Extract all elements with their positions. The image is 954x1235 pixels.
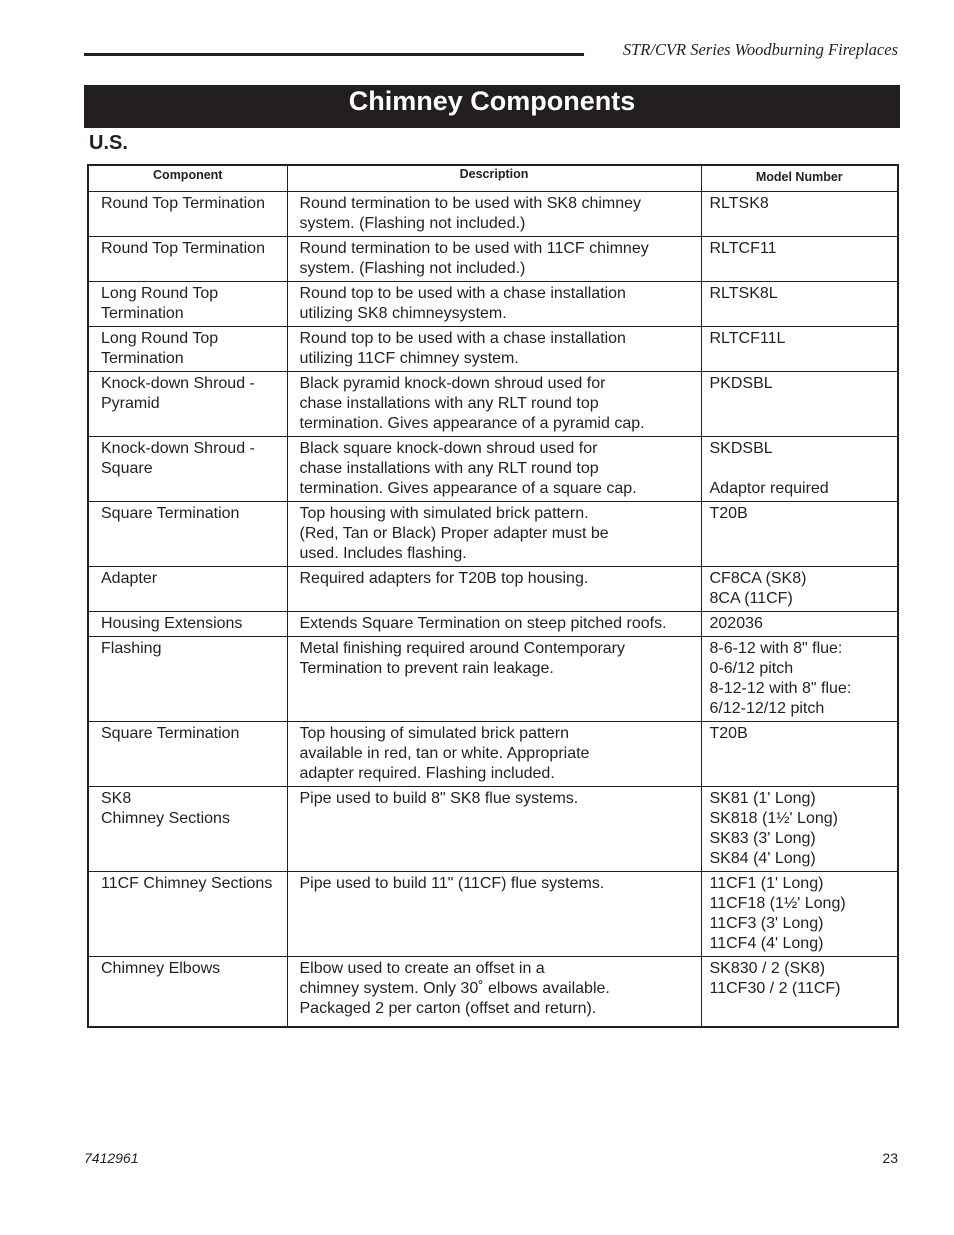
model-number-cell bbox=[701, 437, 898, 502]
model-number-cell-text: 8-6-12 with 8" flue: 0-6/12 pitch 8-12-12 with 8" flue: 6/12-12/12 pitch bbox=[709, 640, 852, 717]
description-cell bbox=[287, 237, 701, 282]
model-number-cell-text: PKDSBL bbox=[709, 375, 773, 392]
model-number-cell bbox=[701, 237, 898, 282]
column-header-description: Description bbox=[287, 165, 701, 192]
component-cell bbox=[88, 872, 287, 957]
description-cell-text: Black square knock-down shroud used for chase installations with any RLT round top termination. Gives appearance of a square cap. bbox=[299, 440, 637, 497]
component-cell-text: Knock-down Shroud - Pyramid bbox=[101, 375, 255, 412]
component-cell bbox=[88, 437, 287, 502]
model-number-cell-text: CF8CA (SK8) 8CA (11CF) bbox=[709, 570, 807, 607]
table-row bbox=[88, 722, 898, 787]
model-number-cell-text: SKDSBL Adaptor required bbox=[709, 440, 829, 497]
component-cell-text: Round Top Termination bbox=[101, 240, 265, 257]
table-row bbox=[88, 957, 898, 1027]
description-cell bbox=[287, 637, 701, 722]
component-cell bbox=[88, 327, 287, 372]
page-number: 23 bbox=[882, 1150, 898, 1166]
component-cell bbox=[88, 502, 287, 567]
model-number-cell bbox=[701, 637, 898, 722]
description-cell bbox=[287, 282, 701, 327]
model-number-cell-text: RLTSK8L bbox=[709, 285, 778, 302]
description-cell-text: Elbow used to create an offset in a chimney system. Only 30˚ elbows available. Packaged 2 per carton (offset and return). bbox=[299, 960, 610, 1017]
description-cell bbox=[287, 502, 701, 567]
component-cell-text: Long Round Top Termination bbox=[101, 285, 219, 322]
component-cell bbox=[88, 722, 287, 787]
description-cell bbox=[287, 567, 701, 612]
component-cell-text: Knock-down Shroud - Square bbox=[101, 440, 255, 477]
component-cell bbox=[88, 787, 287, 872]
description-cell bbox=[287, 722, 701, 787]
component-cell-text: Square Termination bbox=[101, 505, 240, 522]
page-title: Chimney Components bbox=[84, 85, 900, 128]
header-rule bbox=[84, 53, 584, 56]
component-cell bbox=[88, 372, 287, 437]
column-header-model-number: Model Number bbox=[701, 165, 898, 192]
model-number-cell-text: RLTCF11 bbox=[709, 240, 777, 257]
component-cell-text: Flashing bbox=[101, 640, 162, 657]
component-cell bbox=[88, 192, 287, 237]
description-cell-text: Top housing with simulated brick pattern. (Red, Tan or Black) Proper adapter must be used. Includes flashing. bbox=[299, 505, 609, 562]
component-cell-text: Chimney Elbows bbox=[101, 960, 221, 977]
column-header-component: Component bbox=[88, 165, 287, 192]
component-cell-text: Adapter bbox=[101, 570, 158, 587]
description-cell-text: Top housing of simulated brick pattern available in red, tan or white. Appropriate adapter required. Flashing included. bbox=[299, 725, 590, 782]
component-cell bbox=[88, 237, 287, 282]
table-row bbox=[88, 437, 898, 502]
description-cell bbox=[287, 327, 701, 372]
table-row bbox=[88, 637, 898, 722]
model-number-cell bbox=[701, 957, 898, 1027]
model-number-cell-text: SK81 (1' Long) SK818 (1½' Long) SK83 (3' Long) SK84 (4' Long) bbox=[709, 790, 838, 867]
model-number-cell bbox=[701, 872, 898, 957]
description-cell-text: Pipe used to build 11" (11CF) flue systems. bbox=[299, 875, 605, 892]
model-number-cell-text: T20B bbox=[709, 505, 748, 522]
table-row bbox=[88, 192, 898, 237]
model-number-cell bbox=[701, 282, 898, 327]
description-cell bbox=[287, 437, 701, 502]
description-cell-text: Round termination to be used with SK8 chimney system. (Flashing not included.) bbox=[299, 195, 642, 232]
header-title: STR/CVR Series Woodburning Fireplaces bbox=[622, 40, 898, 59]
description-cell-text: Required adapters for T20B top housing. bbox=[299, 570, 589, 587]
table-row bbox=[88, 872, 898, 957]
component-cell-text: 11CF Chimney Sections bbox=[101, 875, 273, 892]
components-table bbox=[87, 164, 899, 1028]
description-cell bbox=[287, 872, 701, 957]
description-cell bbox=[287, 787, 701, 872]
description-cell bbox=[287, 612, 701, 637]
model-number-cell bbox=[701, 372, 898, 437]
table-row bbox=[88, 327, 898, 372]
model-number-cell-text: RLTSK8 bbox=[709, 195, 769, 212]
component-cell-text: Round Top Termination bbox=[101, 195, 265, 212]
component-cell bbox=[88, 637, 287, 722]
component-cell bbox=[88, 957, 287, 1027]
component-cell bbox=[88, 282, 287, 327]
table-header-row bbox=[88, 165, 898, 192]
table-row bbox=[88, 282, 898, 327]
model-number-cell bbox=[701, 502, 898, 567]
component-cell-text: Long Round Top Termination bbox=[101, 330, 219, 367]
document-number: 7412961 bbox=[84, 1150, 139, 1166]
description-cell-text: Pipe used to build 8" SK8 flue systems. bbox=[299, 790, 579, 807]
model-number-cell-text: SK830 / 2 (SK8) 11CF30 / 2 (11CF) bbox=[709, 960, 841, 997]
model-number-cell-text: 202036 bbox=[709, 615, 763, 632]
table-row bbox=[88, 372, 898, 437]
model-number-cell bbox=[701, 612, 898, 637]
description-cell bbox=[287, 957, 701, 1027]
description-cell-text: Round termination to be used with 11CF chimney system. (Flashing not included.) bbox=[299, 240, 649, 277]
component-cell bbox=[88, 612, 287, 637]
description-cell-text: Round top to be used with a chase installation utilizing SK8 chimneysystem. bbox=[299, 285, 626, 322]
model-number-cell bbox=[701, 567, 898, 612]
model-number-cell bbox=[701, 787, 898, 872]
table-row bbox=[88, 612, 898, 637]
component-cell-text: Housing Extensions bbox=[101, 615, 243, 632]
section-label: U.S. bbox=[89, 132, 128, 154]
model-number-cell-text: 11CF1 (1' Long) 11CF18 (1½' Long) 11CF3 (3' Long) 11CF4 (4' Long) bbox=[709, 875, 846, 952]
model-number-cell bbox=[701, 327, 898, 372]
table-row bbox=[88, 237, 898, 282]
description-cell bbox=[287, 372, 701, 437]
component-cell bbox=[88, 567, 287, 612]
table-row bbox=[88, 787, 898, 872]
model-number-cell bbox=[701, 722, 898, 787]
description-cell bbox=[287, 192, 701, 237]
model-number-cell bbox=[701, 192, 898, 237]
table-row bbox=[88, 567, 898, 612]
model-number-cell-text: T20B bbox=[709, 725, 748, 742]
description-cell-text: Black pyramid knock-down shroud used for chase installations with any RLT round top termination. Gives appearance of a pyramid cap. bbox=[299, 375, 645, 432]
description-cell-text: Metal finishing required around Contemporary Termination to prevent rain leakage. bbox=[299, 640, 626, 677]
component-cell-text: SK8 Chimney Sections bbox=[101, 790, 230, 827]
model-number-cell-text: RLTCF11L bbox=[709, 330, 786, 347]
table-row bbox=[88, 502, 898, 567]
component-cell-text: Square Termination bbox=[101, 725, 240, 742]
description-cell-text: Round top to be used with a chase installation utilizing 11CF chimney system. bbox=[299, 330, 626, 367]
description-cell-text: Extends Square Termination on steep pitched roofs. bbox=[299, 615, 667, 632]
